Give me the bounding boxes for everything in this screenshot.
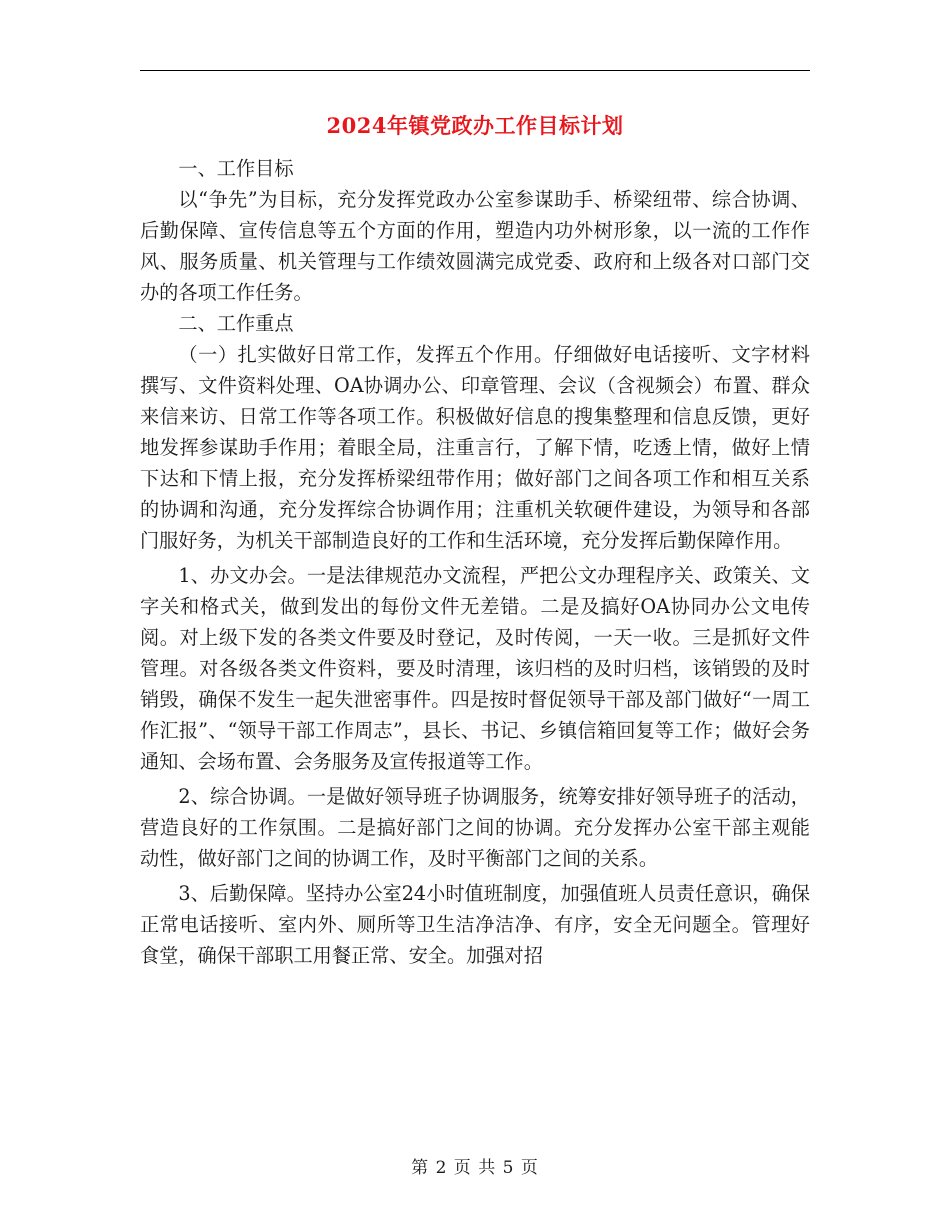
page-footer: 第 2 页 共 5 页 xyxy=(411,1158,539,1178)
paragraph-coordination: 2、综合协调。一是做好领导班子协调服务，统筹安排好领导班子的活动，营造良好的工作氛围。二是搞好部门之间的协调。充分发挥办公室干部主观能动性，做好部门之间的协调工作，及时平衡部门之间的关系。 xyxy=(140,785,810,870)
document-title: 2024年镇党政办工作目标计划 xyxy=(326,113,624,138)
header-rule xyxy=(140,70,810,71)
paragraph-documents-meetings: 1、办文办会。一是法律规范办文流程，严把公文办理程序关、政策关、文字关和格式关，做到发出的每份文件无差错。二是及搞好OA协同办公文电传阅。对上级下发的各类文件要及时登记，及时传阅，一天一收。三是抓好文件管理。对各级各类文件资料，要及时清理，该归档的及时归档，该销毁的及时销毁，确保不发生一起失泄密事件。四是按时督促领导干部及部门做好“一周工作汇报”、“领导干部工作周志”，县长、书记、乡镇信箱回复等工作；做好会务通知、会场布置、会务服务及宣传报道等工作。 xyxy=(140,564,810,773)
paragraph-goals: 以“争先”为目标，充分发挥党政办公室参谋助手、桥梁纽带、综合协调、后勤保障、宣传信息等五个方面的作用，塑造内功外树形象，以一流的工作作风、服务质量、机关管理与工作绩效圆满完成党委、政府和上级各对口部门交办的各项工作任务。 xyxy=(140,188,810,304)
paragraph-logistics: 3、后勤保障。坚持办公室24小时值班制度，加强值班人员责任意识，确保正常电话接听、室内外、厕所等卫生洁净洁净、有序，安全无问题全。管理好食堂，确保干部职工用餐正常、安全。加强对招 xyxy=(140,882,810,967)
paragraph-daily-work: （一）扎实做好日常工作，发挥五个作用。仔细做好电话接听、文字材料撰写、文件资料处理、OA协调办公、印章管理、会议（含视频会）布置、群众来信来访、日常工作等各项工作。积极做好信息的搜集整理和信息反馈，更好地发挥参谋助手作用；着眼全局，注重言行，了解下情，吃透上情，做好上情下达和下情上报，充分发挥桥梁纽带作用；做好部门之间各项工作和相互关系的协调和沟通，充分发挥综合协调作用；注重机关软硬件建设，为领导和各部门服好务，为机关干部制造良好的工作和生活环境，充分发挥后勤保障作用。 xyxy=(140,343,810,552)
section-heading-focus: 二、工作重点 xyxy=(178,312,294,335)
section-heading-goals: 一、工作目标 xyxy=(178,157,294,180)
document-body xyxy=(140,153,810,971)
